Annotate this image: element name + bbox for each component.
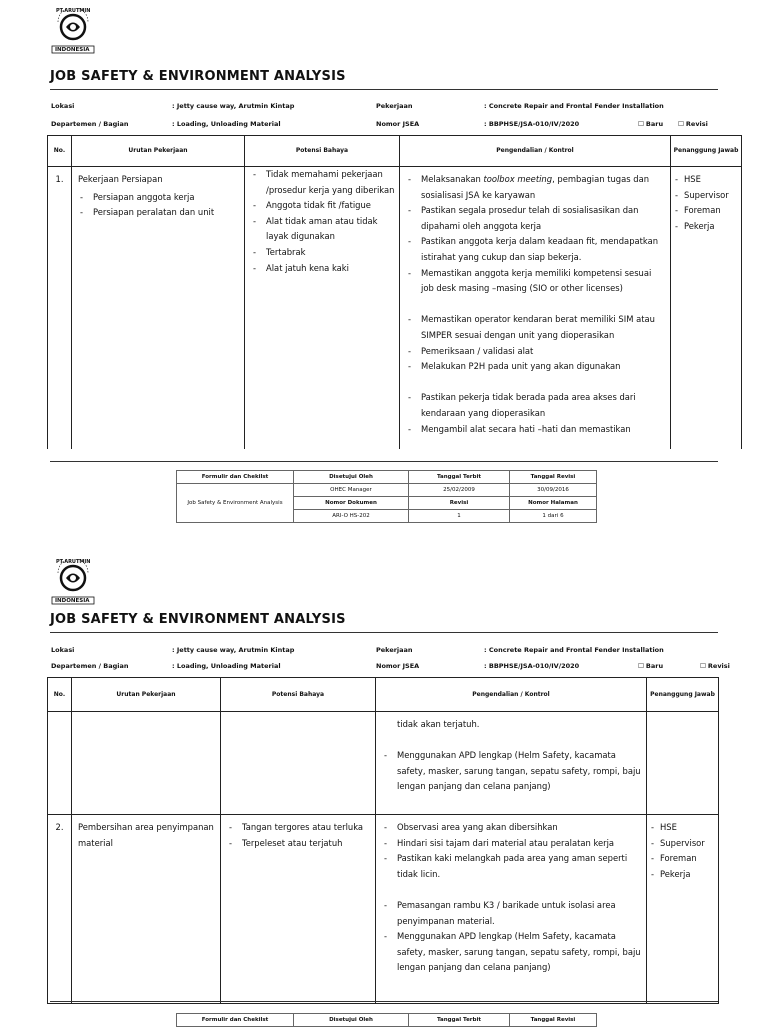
logo-bottom-text: INDONESIA bbox=[55, 598, 90, 604]
terbit-label: Tanggal Terbit bbox=[409, 1014, 510, 1027]
pj-item: - Supervisor bbox=[651, 836, 714, 852]
control-item: - Pastikan kaki melangkah pada area yang aman seperti tidak licin. bbox=[380, 851, 642, 882]
control-cell bbox=[376, 712, 647, 815]
document-control-table bbox=[176, 470, 597, 523]
col-urutan: Urutan Pekerjaan bbox=[72, 678, 221, 712]
nomor-jsea-label: Nomor JSEA bbox=[376, 120, 420, 128]
revisi-checkbox[interactable]: ☐ Revisi bbox=[678, 120, 708, 128]
table-header-row bbox=[48, 136, 742, 167]
departemen-label: Departemen / Bagian bbox=[51, 662, 129, 670]
control-item: - Pastikan segala prosedur telah di sosialisasikan dan dipahami oleh anggota kerja bbox=[404, 203, 666, 234]
pj-item: - Foreman bbox=[675, 203, 737, 219]
pj-item: - Supervisor bbox=[675, 188, 737, 204]
control-item: - Pemasangan rambu K3 / barikade untuk isolasi area penyimpanan material. bbox=[380, 898, 642, 929]
control-item: - Pastikan anggota kerja dalam keadaan fit, mendapatkan istirahat yang cukup dan siap bekerja. bbox=[404, 234, 666, 265]
col-penanggung: Penanggung Jawab bbox=[647, 678, 719, 712]
col-urutan: Urutan Pekerjaan bbox=[72, 136, 245, 167]
pekerjaan-label: Pekerjaan bbox=[376, 646, 413, 654]
task-title: Pekerjaan Persiapan bbox=[78, 174, 163, 184]
revisi-checkbox[interactable]: ☐ Revisi bbox=[700, 662, 730, 670]
task-title: Pembersihan area penyimpanan material bbox=[78, 822, 214, 848]
nomor-dokumen-label: Nomor Dokumen bbox=[294, 497, 409, 510]
control-item: - Memastikan anggota kerja memiliki kompetensi sesuai job desk masing –masing (SIO or other licenses) bbox=[404, 266, 666, 297]
hazard-cell bbox=[221, 815, 376, 1004]
nomor-halaman-label: Nomor Halaman bbox=[510, 497, 597, 510]
row-number: 2. bbox=[48, 815, 72, 1004]
jsea-table bbox=[47, 135, 742, 449]
departemen-value: : Loading, Unloading Material bbox=[172, 120, 281, 128]
nomor-jsea-value: : BBPHSE/JSA-010/IV/2020 bbox=[484, 120, 580, 128]
approver: OHEC Manager bbox=[294, 484, 409, 497]
row-number: 1. bbox=[48, 167, 72, 449]
table-header-row bbox=[48, 678, 719, 712]
task-cell bbox=[72, 815, 221, 1004]
pj-item: - HSE bbox=[651, 820, 714, 836]
pj-cell bbox=[671, 167, 742, 449]
baru-checkbox[interactable]: ☐ Baru bbox=[638, 120, 664, 128]
control-item: - Melakukan P2H pada unit yang akan digunakan bbox=[404, 359, 666, 375]
divider bbox=[50, 461, 718, 462]
disetujui-label: Disetujui Oleh bbox=[294, 471, 409, 484]
revisi-tgl-label: Tanggal Revisi bbox=[510, 1014, 597, 1027]
divider bbox=[50, 89, 718, 90]
hazard-item: - Anggota tidak fit /fatigue bbox=[249, 198, 395, 214]
pj-item: - HSE bbox=[675, 172, 737, 188]
divider bbox=[50, 632, 718, 633]
lokasi-value: : Jetty cause way, Arutmin Kintap bbox=[172, 646, 295, 654]
nomor-halaman: 1 dari 6 bbox=[510, 510, 597, 523]
control-item: - Hindari sisi tajam dari material atau peralatan kerja bbox=[380, 836, 642, 852]
hazard-item: - Terpeleset atau terjatuh bbox=[225, 836, 371, 852]
control-item: - Observasi area yang akan dibersihkan bbox=[380, 820, 642, 836]
logo-bottom-text: INDONESIA bbox=[55, 47, 90, 53]
disetujui-label: Disetujui Oleh bbox=[294, 1014, 409, 1027]
form-name: Job Safety & Environment Analysis bbox=[177, 484, 294, 523]
col-no: No. bbox=[48, 678, 72, 712]
revisi-tgl-label: Tanggal Revisi bbox=[510, 471, 597, 484]
control-item: - Menggunakan APD lengkap (Helm Safety, kacamata safety, masker, sarung tangan, sepatu safety, rompi, baju lengan panjang dan celana panjang) bbox=[380, 748, 642, 795]
pj-item: - Pekerja bbox=[675, 219, 737, 235]
formulir-label: Formulir dan Chekilst bbox=[177, 1014, 294, 1027]
control-item: tidak akan terjatuh. bbox=[397, 719, 480, 729]
revisi-number: 1 bbox=[409, 510, 510, 523]
col-no: No. bbox=[48, 136, 72, 167]
lokasi-label: Lokasi bbox=[51, 102, 75, 110]
table-row-continued bbox=[48, 712, 719, 815]
pekerjaan-value: : Concrete Repair and Frontal Fender Installation bbox=[484, 102, 664, 110]
hazard-item: - Alat tidak aman atau tidak layak digunakan bbox=[249, 214, 395, 245]
control-item: - Melaksanakan toolbox meeting, pembagian tugas dan sosialisasi JSA ke karyawan bbox=[404, 172, 666, 203]
tanggal-terbit: 25/02/2009 bbox=[409, 484, 510, 497]
control-item: - Pemeriksaan / validasi alat bbox=[404, 344, 666, 360]
jsea-table bbox=[47, 677, 719, 1004]
table-row bbox=[48, 815, 719, 1004]
nomor-jsea-label: Nomor JSEA bbox=[376, 662, 420, 670]
control-cell bbox=[376, 815, 647, 1004]
lokasi-value: : Jetty cause way, Arutmin Kintap bbox=[172, 102, 295, 110]
control-item: - Menggunakan APD lengkap (Helm Safety, kacamata safety, masker, sarung tangan, sepatu safety, rompi, baju lengan panjang dan celana panjang) bbox=[380, 929, 642, 976]
table-row bbox=[48, 167, 742, 449]
control-item: - Pastikan pekerja tidak berada pada area akses dari kendaraan yang dioperasikan bbox=[404, 390, 666, 421]
hazard-item: - Tertabrak bbox=[249, 245, 395, 261]
document-title: JOB SAFETY & ENVIRONMENT ANALYSIS bbox=[50, 69, 346, 84]
control-cell bbox=[400, 167, 671, 449]
col-pengendalian: Pengendalian / Kontrol bbox=[400, 136, 671, 167]
jsea-page-2 bbox=[0, 540, 768, 1024]
nomor-dokumen: ARI-O HS-202 bbox=[294, 510, 409, 523]
pj-item: - Pekerja bbox=[651, 867, 714, 883]
pekerjaan-value: : Concrete Repair and Frontal Fender Installation bbox=[484, 646, 664, 654]
col-penanggung: Penanggung Jawab bbox=[671, 136, 742, 167]
departemen-value: : Loading, Unloading Material bbox=[172, 662, 281, 670]
hazard-item: - Tangan tergores atau terluka bbox=[225, 820, 371, 836]
control-item: - Mengambil alat secara hati –hati dan memastikan bbox=[404, 422, 666, 438]
logo-top-text: PT.ARUTMIN bbox=[56, 8, 91, 14]
hazard-item: - Tidak memahami pekerjaan /prosedur kerja yang diberikan bbox=[249, 167, 395, 198]
subtask: - Persiapan peralatan dan unit bbox=[76, 205, 240, 221]
nomor-jsea-value: : BBPHSE/JSA-010/IV/2020 bbox=[484, 662, 580, 670]
pj-cell bbox=[647, 815, 719, 1004]
divider bbox=[50, 1001, 718, 1002]
terbit-label: Tanggal Terbit bbox=[409, 471, 510, 484]
control-item: - Memastikan operator kendaran berat memiliki SIM atau SIMPER sesuai dengan unit yang dioperasikan bbox=[404, 312, 666, 343]
subtask: - Persiapan anggota kerja bbox=[76, 190, 240, 206]
col-potensi: Potensi Bahaya bbox=[221, 678, 376, 712]
col-pengendalian: Pengendalian / Kontrol bbox=[376, 678, 647, 712]
pj-item: - Foreman bbox=[651, 851, 714, 867]
revisi-label: Revisi bbox=[409, 497, 510, 510]
col-potensi: Potensi Bahaya bbox=[245, 136, 400, 167]
task-cell bbox=[72, 167, 245, 449]
hazard-item: - Alat jatuh kena kaki bbox=[249, 261, 395, 277]
departemen-label: Departemen / Bagian bbox=[51, 120, 129, 128]
logo-top-text: PT.ARUTMIN bbox=[56, 559, 91, 565]
formulir-label: Formulir dan Chekilst bbox=[177, 471, 294, 484]
lokasi-label: Lokasi bbox=[51, 646, 75, 654]
document-title: JOB SAFETY & ENVIRONMENT ANALYSIS bbox=[50, 612, 346, 627]
pekerjaan-label: Pekerjaan bbox=[376, 102, 413, 110]
baru-checkbox[interactable]: ☐ Baru bbox=[638, 662, 664, 670]
hazard-cell bbox=[245, 167, 400, 449]
tanggal-revisi: 30/09/2016 bbox=[510, 484, 597, 497]
document-control-table bbox=[176, 1013, 597, 1027]
